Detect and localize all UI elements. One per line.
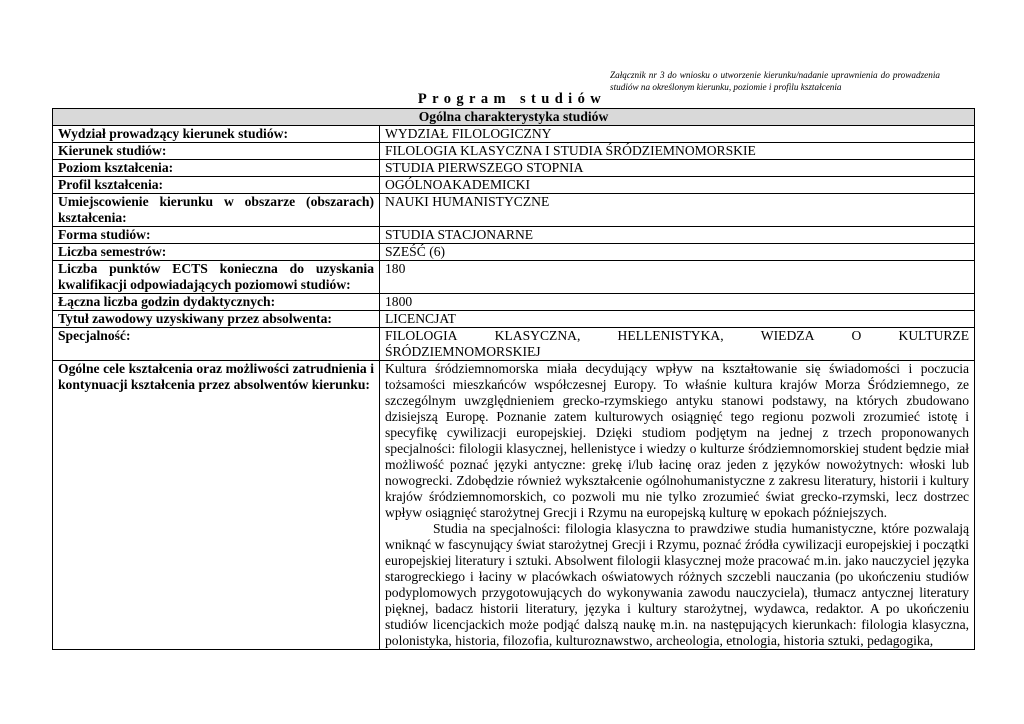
goals-label: Ogólne cele kształcenia oraz możliwości zatrudnienia i kontynuacji kształcenia przez absolwentów kierunku: [53,361,380,650]
section-header: Ogólna charakterystyka studiów [53,109,975,126]
table-row [53,311,975,328]
row-value: SZEŚĆ (6) [380,244,975,261]
row-label: Umiejscowienie kierunku w obszarze (obszarach) kształcenia: [53,194,380,227]
goals-row [53,361,975,650]
specialty-word: FILOLOGIA [385,328,458,343]
row-value: LICENCJAT [380,311,975,328]
table-row [53,143,975,160]
specialty-value [380,328,975,361]
row-value: OGÓLNOAKADEMICKI [380,177,975,194]
table-row [53,194,975,227]
row-label: Wydział prowadzący kierunek studiów: [53,126,380,143]
table-row [53,160,975,177]
row-value: 1800 [380,294,975,311]
goals-description [380,361,975,650]
row-value: 180 [380,261,975,294]
specialty-line-2: ŚRÓDZIEMNOMORSKIEJ [385,344,541,359]
row-label: Forma studiów: [53,227,380,244]
row-value: NAUKI HUMANISTYCZNE [380,194,975,227]
attachment-note: Załącznik nr 3 do wniosku o utworzenie kierunku/nadanie uprawnienia do prowadzenia studiów na określonym kierunku, poziomie i profilu kształcenia [610,70,940,92]
row-value: STUDIA PIERWSZEGO STOPNIA [380,160,975,177]
row-label: Profil kształcenia: [53,177,380,194]
row-label: Tytuł zawodowy uzyskiwany przez absolwenta: [53,311,380,328]
table-row [53,227,975,244]
row-label: Liczba semestrów: [53,244,380,261]
row-label: Kierunek studiów: [53,143,380,160]
row-label: Liczba punktów ECTS konieczna do uzyskania kwalifikacji odpowiadających poziomowi studiów: [53,261,380,294]
row-value: FILOLOGIA KLASYCZNA I STUDIA ŚRÓDZIEMNOMORSKIE [380,143,975,160]
specialty-word: HELLENISTYKA, [617,328,724,343]
study-characteristics-table [52,108,975,650]
specialty-line-1 [385,328,969,344]
specialty-label: Specjalność: [53,328,380,361]
row-value: WYDZIAŁ FILOLOGICZNY [380,126,975,143]
program-title: Program studiów [417,91,607,107]
specialty-word: WIEDZA [760,328,815,343]
specialty-word: O [851,328,862,343]
section-header-row [53,109,975,126]
row-label: Poziom kształcenia: [53,160,380,177]
table-row [53,126,975,143]
specialty-word: KULTURZE [898,328,970,343]
specialty-row [53,328,975,361]
row-value: STUDIA STACJONARNE [380,227,975,244]
row-label: Łączna liczba godzin dydaktycznych: [53,294,380,311]
table-row [53,294,975,311]
table-row [53,261,975,294]
table-row [53,244,975,261]
specialty-word: KLASYCZNA, [494,328,581,343]
goals-paragraph: Studia na specjalności: filologia klasyczna to prawdziwe studia humanistyczne, które pozwalają wniknąć w fascynujący świat starożytnej Grecji i Rzymu, poznać źródła cywilizacji europejskiej i początki europejskiej literatury i sztuki. Absolwent filologii klasycznej może pracować m.in. jako nauczyciel języka starogreckiego i łaciny w placówkach oświatowych różnych szczebli nauczania (po ukończeniu studiów podyplomowych przygotowujących do wykonywania zawodu nauczyciela), tłumacz antycznej literatury pięknej, badacz historii literatury, języka i kultury starożytnej, wydawca, redaktor. A po ukończeniu studiów licencjackich może podjąć dalszą naukę m.in. na następujących kierunkach: filologia klasyczna, polonistyka, historia, filozofia, kulturoznawstwo, archeologia, etnologia, historia sztuki, pedagogika, [385,521,970,648]
table-row [53,177,975,194]
goals-paragraph: Kultura śródziemnomorska miała decydujący wpływ na kształtowanie się świadomości i poczucia tożsamości mieszkańców współczesnej Europy. To właśnie kultura krajów Morza Śródziemnego, ze szczególnym uwzględnieniem grecko-rzymskiego antyku stanowi podstawy, na których zbudowano dzisiejszą Europę. Poznanie zatem kulturowych osiągnięć tego regionu pozwoli zrozumieć istotę i specyfikę cywilizacji europejskiej. Dzięki studiom podjętym na jednej z trzech proponowanych specjalności: filologii klasycznej, hellenistyce i wiedzy o kulturze śródziemnomorskiej student będzie miał możliwość poznać języki antyczne: grekę i/lub łacinę oraz jeden z języków nowożytnych: włoski lub nowogrecki. Zdobędzie również wykształcenie ogólnohumanistyczne z zakresu literatury, historii i kultury krajów śródziemnomorskich, co pozwoli mu nie tylko zrozumieć świat grecko-rzymski, lecz dostrzec wpływ osiągnięć starożytnej Grecji i Rzymu na europejską kulturę w epokach późniejszych. [385,361,970,520]
